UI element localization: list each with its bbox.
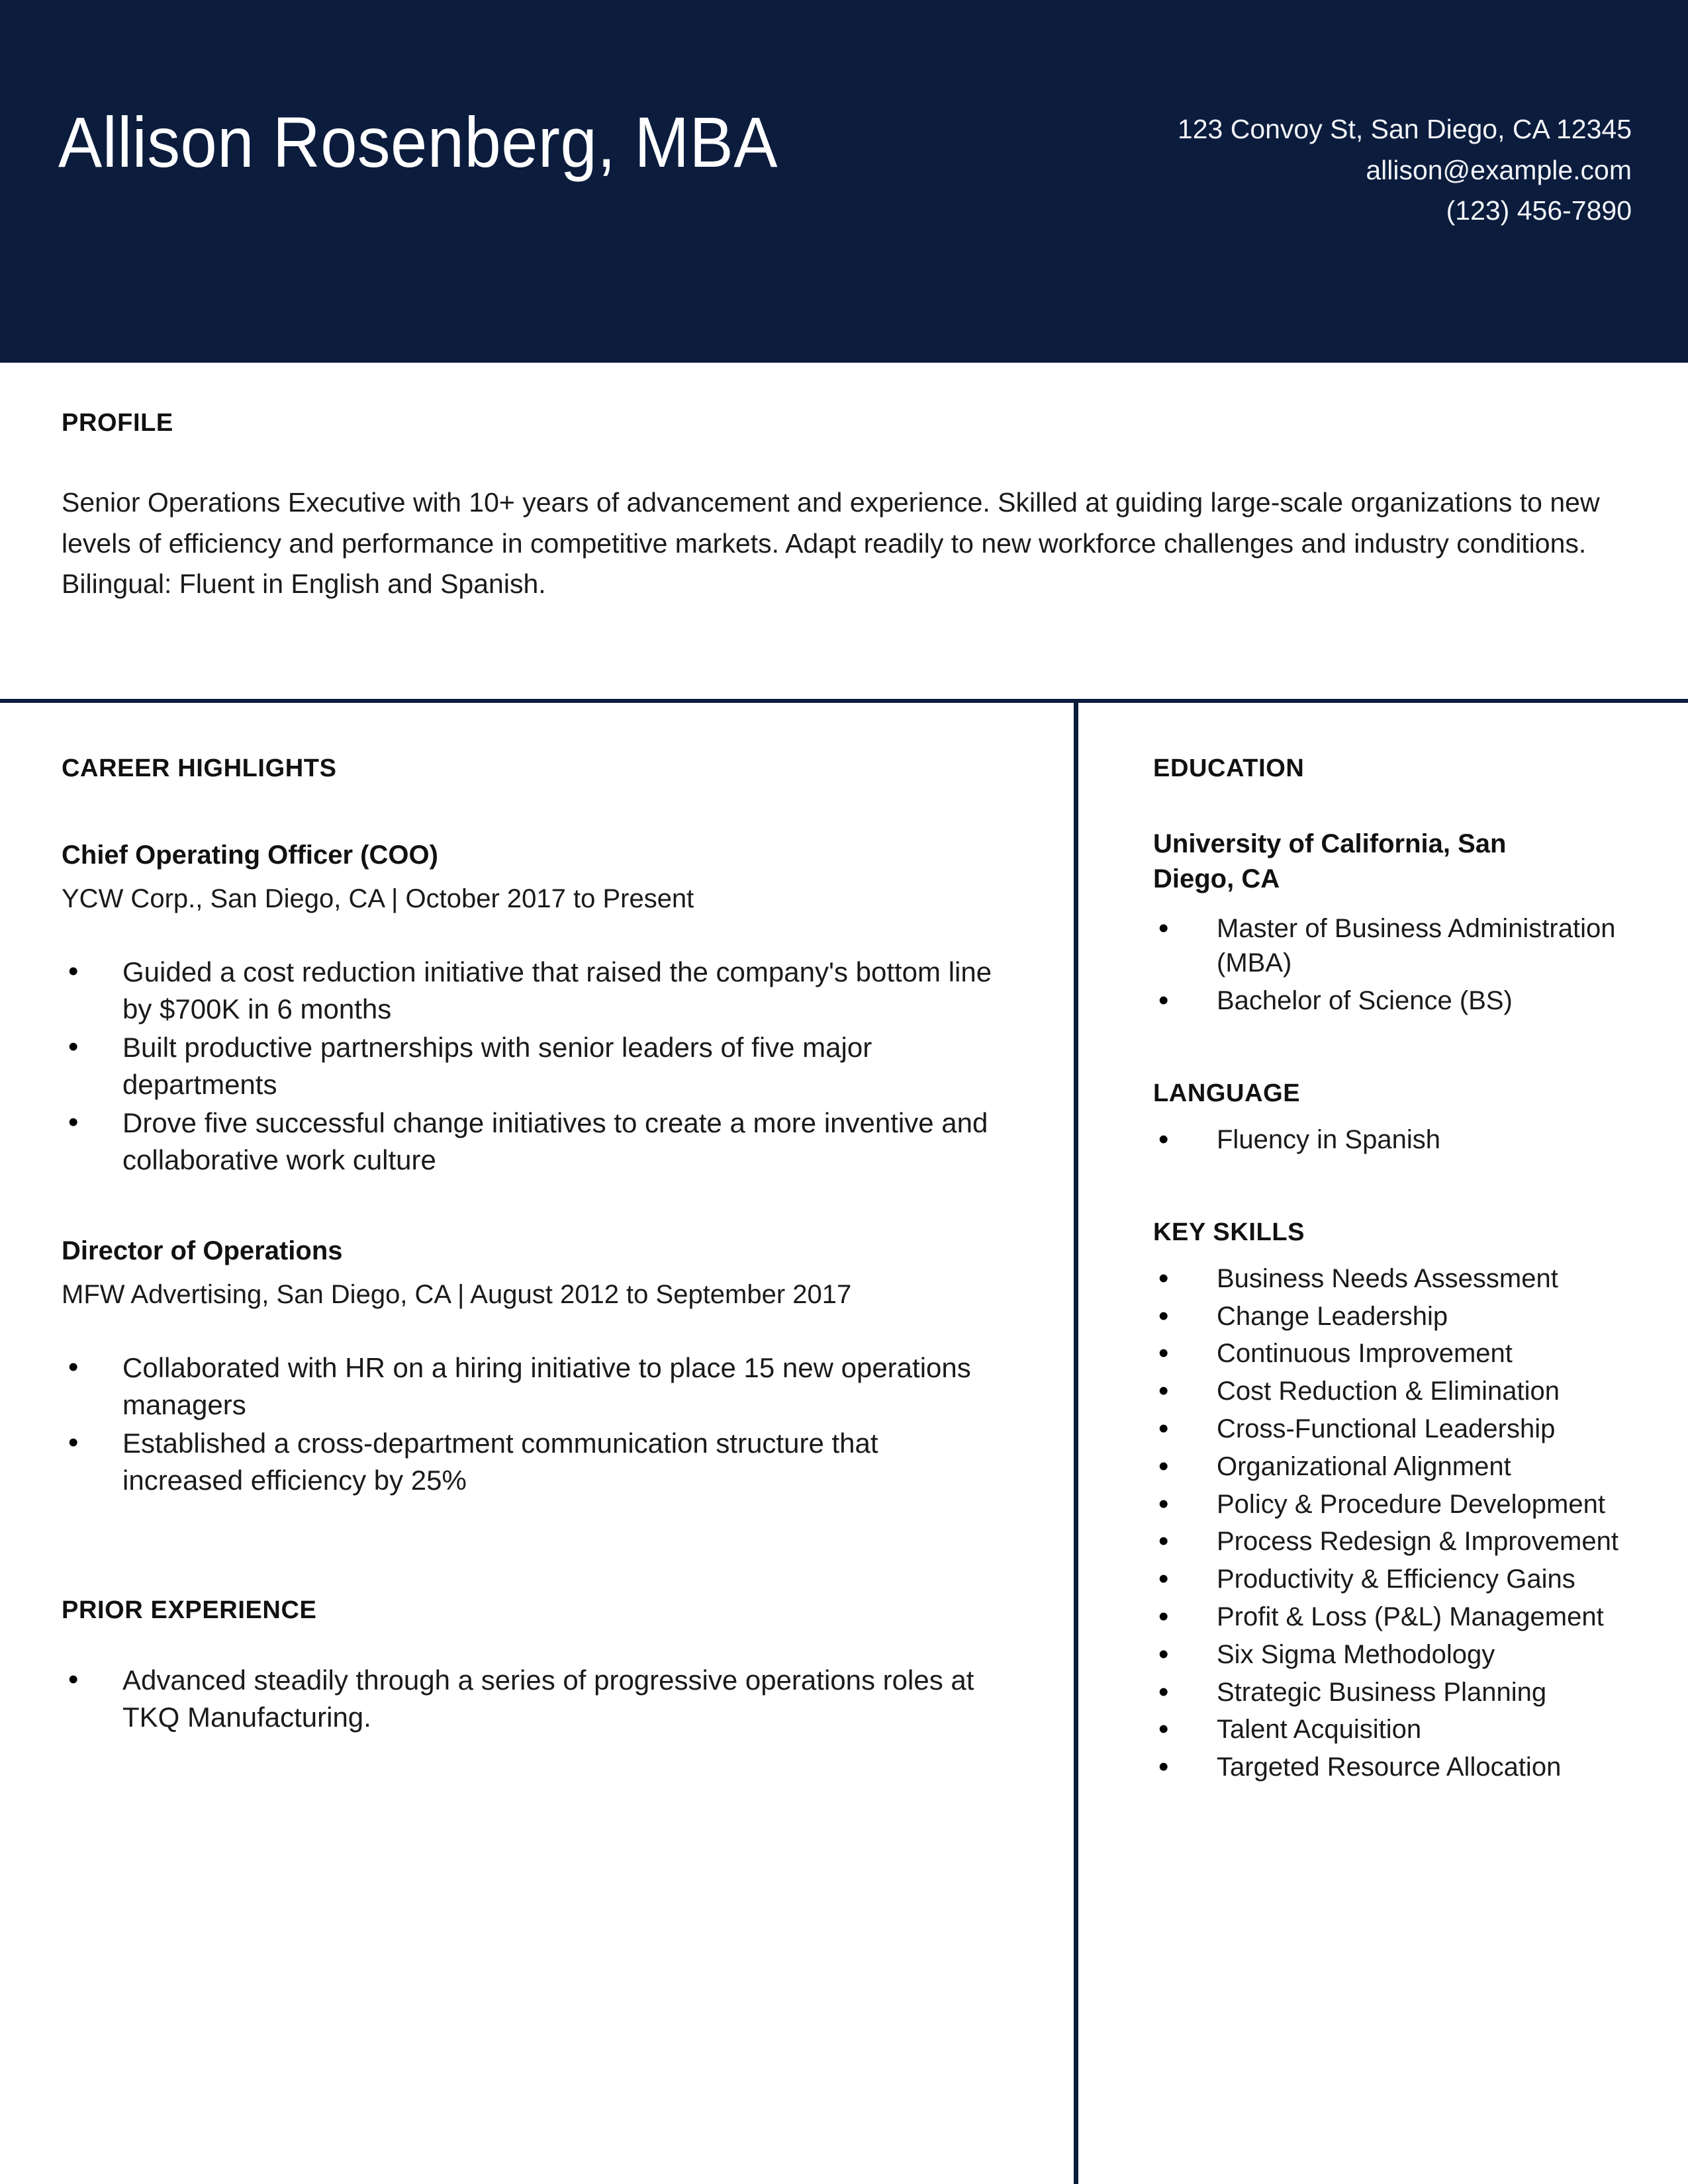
language-list	[1153, 1122, 1630, 1158]
list-item: • Collaborated with HR on a hiring initiative to place 15 new operations managers	[62, 1349, 1002, 1424]
list-item: • Strategic Business Planning	[1153, 1675, 1630, 1710]
profile-body: Senior Operations Executive with 10+ years of advancement and experience. Skilled at guiding large-scale organizations to new levels of efficiency and performance in competitive markets. Adapt readily to new workforce challenges and industry conditions. Bilingual: Fluent in English and Spanish.	[62, 487, 1600, 599]
contact-block	[1178, 109, 1632, 232]
list-item: • Established a cross-department communication structure that increased efficiency by 25%	[62, 1425, 1002, 1499]
list-item: • Targeted Resource Allocation	[1153, 1750, 1630, 1785]
right-column	[1153, 754, 1630, 1788]
list-item: • Productivity & Efficiency Gains	[1153, 1562, 1630, 1597]
job-title: Director of Operations	[62, 1236, 343, 1265]
job-entry-director	[62, 1234, 1002, 1499]
vertical-divider	[1074, 702, 1078, 2184]
list-item: • Fluency in Spanish	[1153, 1122, 1630, 1158]
education-heading: EDUCATION	[1153, 754, 1305, 782]
job-title: Chief Operating Officer (COO)	[62, 841, 438, 870]
profile-section	[62, 409, 1611, 605]
key-skills-list	[1153, 1261, 1630, 1785]
list-item: • Six Sigma Methodology	[1153, 1637, 1630, 1672]
list-item: • Cost Reduction & Elimination	[1153, 1374, 1630, 1409]
education-degree-list	[1153, 911, 1630, 1019]
list-item: • Change Leadership	[1153, 1299, 1630, 1334]
career-highlights-heading: CAREER HIGHLIGHTS	[62, 754, 337, 782]
job-entry-coo	[62, 839, 1002, 1179]
contact-phone[interactable]: (123) 456-7890	[1446, 195, 1632, 226]
language-heading: LANGUAGE	[1153, 1079, 1301, 1107]
education-school: University of California, San Diego, CA	[1153, 829, 1507, 893]
job-meta: YCW Corp., San Diego, CA | October 2017 to Present	[62, 884, 694, 913]
list-item: • Organizational Alignment	[1153, 1449, 1630, 1484]
list-item: • Bachelor of Science (BS)	[1153, 983, 1630, 1019]
job-bullet-list	[62, 954, 1002, 1178]
horizontal-divider	[0, 699, 1688, 703]
list-item: • Policy & Procedure Development	[1153, 1487, 1630, 1522]
list-item: • Process Redesign & Improvement	[1153, 1524, 1630, 1559]
list-item: • Advanced steadily through a series of progressive operations roles at TKQ Manufacturing.	[62, 1662, 1002, 1736]
prior-experience-heading: PRIOR EXPERIENCE	[62, 1596, 317, 1625]
job-meta: MFW Advertising, San Diego, CA | August 2012 to September 2017	[62, 1279, 852, 1309]
contact-email[interactable]: allison@example.com	[1366, 154, 1632, 185]
list-item: • Built productive partnerships with senior leaders of five major departments	[62, 1029, 1002, 1103]
list-item: • Talent Acquisition	[1153, 1712, 1630, 1747]
contact-address: 123 Convoy St, San Diego, CA 12345	[1177, 114, 1632, 144]
list-item: • Continuous Improvement	[1153, 1336, 1630, 1371]
list-item: • Master of Business Administration (MBA)	[1153, 911, 1630, 981]
list-item: • Cross-Functional Leadership	[1153, 1412, 1630, 1447]
page-title: Allison Rosenberg, MBA	[58, 102, 778, 182]
prior-experience-list	[62, 1662, 1002, 1736]
key-skills-heading: KEY SKILLS	[1153, 1218, 1305, 1246]
header-banner	[0, 0, 1688, 363]
job-bullet-list	[62, 1349, 1002, 1498]
list-item: • Guided a cost reduction initiative that raised the company's bottom line by $700K in 6 months	[62, 954, 1002, 1028]
list-item: • Profit & Loss (P&L) Management	[1153, 1600, 1630, 1635]
left-column	[62, 754, 1002, 1737]
list-item: • Drove five successful change initiatives to create a more inventive and collaborative work culture	[62, 1105, 1002, 1179]
profile-heading: PROFILE	[62, 409, 173, 437]
list-item: • Business Needs Assessment	[1153, 1261, 1630, 1297]
